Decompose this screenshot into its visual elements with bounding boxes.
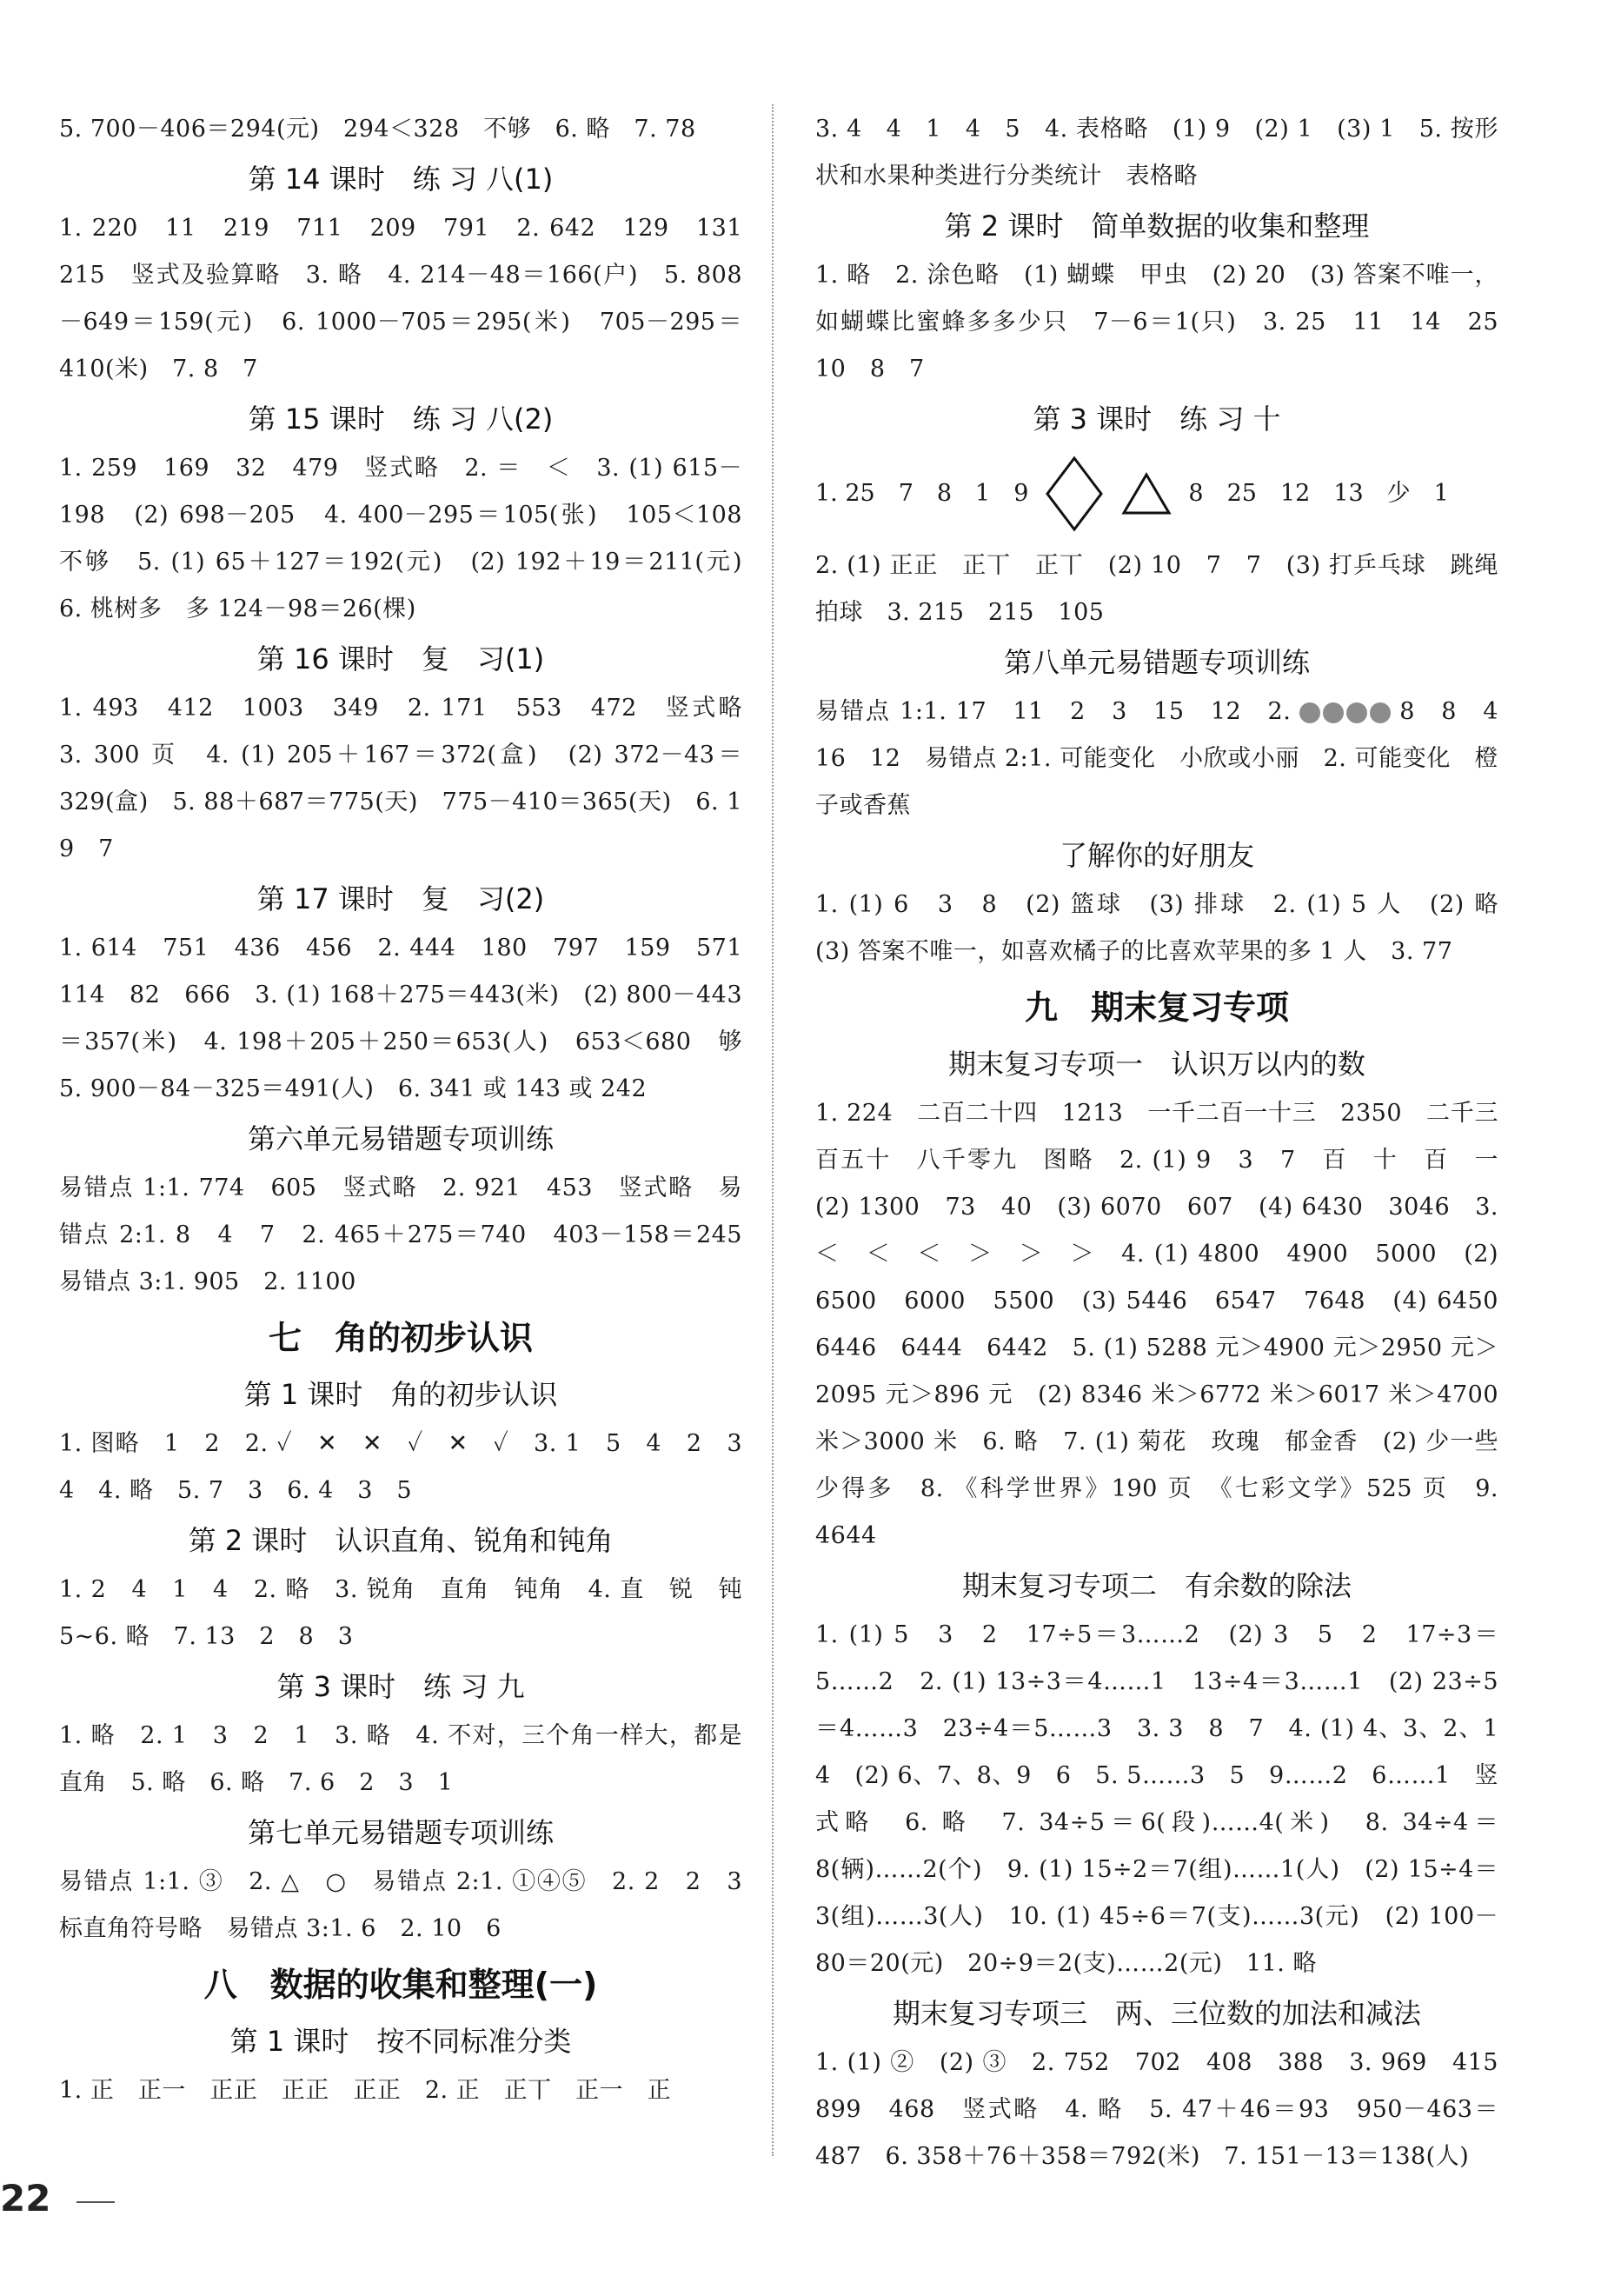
answer-block: 1. (1) 6 3 8 (2) 篮球 (3) 排球 2. (1) 5 人 (2) 略 (3) 答案不唯一，如喜欢橘子的比喜欢苹果的多 1 人 3. 77: [815, 891, 1523, 965]
lesson-heading: 第 2 课时 认识直角、锐角和钝角: [188, 1524, 614, 1557]
lesson-heading: 第 2 课时 简单数据的收集和整理: [944, 210, 1370, 243]
answer-text: 8 25 12 13 少 1: [1188, 480, 1449, 507]
gray-dot-group: [1299, 702, 1391, 723]
answer-block: 1. 正 正一 正正 正正 正正 2. 正 正丅 正一 正: [59, 2077, 672, 2104]
chapter-heading: 七 角的初步认识: [268, 1319, 533, 1357]
gray-dot-icon: [1370, 702, 1391, 723]
answer-block: 5. 700－406＝294(元) 294＜328 不够 6. 略 7. 78: [59, 116, 696, 143]
answer-block: 1. 略 2. 1 3 2 1 3. 略 4. 不对，三个角一样大，都是直角 5. 略 6. 略 7. 6 2 3 1: [59, 1722, 742, 1796]
review-heading: 期末复习专项一 认识万以内的数: [947, 1048, 1365, 1081]
gray-dot-icon: [1346, 702, 1367, 723]
answer-block: 1. 2 4 1 4 2. 略 3. 锐角 直角 钝角 4. 直 锐 钝 5~6. 略 7. 13 2 8 3: [59, 1576, 767, 1650]
gray-dot-icon: [1323, 702, 1344, 723]
right-column: [815, 106, 1523, 2180]
lesson-heading: 第 1 课时 角的初步认识: [243, 1378, 558, 1411]
left-column: [59, 106, 767, 2114]
lesson-heading: 了解你的好朋友: [1059, 839, 1254, 872]
answer-block: 3. 4 4 1 4 5 4. 表格略 (1) 9 (2) 1 (3) 1 5. 按形状和水果种类进行分类统计 表格略: [815, 116, 1498, 190]
answer-block: 1. 259 169 32 479 竖式略 2. ＝ ＜ 3. (1) 615－198 (2) 698－205 4. 400－295＝105(张) 105＜108 不够 5. (1) 65＋127＝192(元) (2) 192＋19＝211(元) 6. 桃树多 多 124－98＝26(棵): [59, 455, 767, 622]
chapter-heading: 九 期末复习专项: [1024, 988, 1289, 1027]
answer-text: 1. 25 7 8 1 9: [815, 480, 1029, 507]
answer-block: 易错点 1:1. ③ 2. △ ○ 易错点 2:1. ①④⑤ 2. 2 2 3 标直角符号略 易错点 3:1. 6 2. 10 6: [59, 1868, 767, 1942]
answer-block: 1. 略 2. 涂色略 (1) 蝴蝶 甲虫 (2) 20 (3) 答案不唯一，如蝴蝶比蜜蜂多多少只 7－6＝1(只) 3. 25 11 14 25 10 8 7: [815, 262, 1523, 383]
answer-block: 1. (1) ② (2) ③ 2. 752 702 408 388 3. 969 415 899 468 竖式略 4. 略 5. 47＋46＝93 950－463＝487 6. 358＋76＋358＝792(米) 7. 151－13＝138(人): [815, 2049, 1523, 2170]
lesson-heading: 第 1 课时 按不同标准分类: [229, 2025, 572, 2058]
shape-answer-row: [815, 445, 1498, 542]
lesson-heading: 第 3 课时 练 习 十: [1033, 403, 1281, 436]
gray-dot-icon: [1299, 702, 1320, 723]
lesson-heading: 第 16 课时 复 习(1): [256, 642, 545, 675]
answer-block: 1. 224 二百二十四 1213 一千二百一十三 2350 二千三百五十 八千零九 图略 2. (1) 9 3 7 百 十 百 一 (2) 1300 73 40 (3) 6070 607 (4) 6430 3046 3. ＜ ＜ ＜ ＞ ＞ ＞ 4. (1) 4800 4900 5000 (2) 6500 6000 5500 (3) 5446 6547 7648 (4) 6450 6446 6444 6442 5. (1) 5288 元＞4900 元＞2950 元＞2095 元＞896 元 (2) 8346 米＞6772 米＞6017 米＞4700 米＞3000 米 6. 略 7. (1) 菊花 玫瑰 郁金香 (2) 少一些 少得多 8. 《科学世界》190 页 《七彩文学》525 页 9. 4644: [815, 1100, 1523, 1549]
lesson-heading: 第 17 课时 复 习(2): [256, 882, 545, 915]
answer-block: 1. 220 11 219 711 209 791 2. 642 129 131 215 竖式及验算略 3. 略 4. 214－48＝166(户) 5. 808－649＝159(元) 6. 1000－705＝295(米) 705－295＝410(米) 7. 8 7: [59, 215, 767, 383]
review-heading: 期末复习专项三 两、三位数的加法和减法: [892, 1997, 1421, 2030]
answer-block: 1. 614 751 436 456 2. 444 180 797 159 571 114 82 666 3. (1) 168＋275＝443(米) (2) 800－443＝357(米) 4. 198＋205＋250＝653(人) 653＜680 够 5. 900－84－325＝491(人) 6. 341 或 143 或 242: [59, 935, 767, 1102]
review-heading: 期末复习专项二 有余数的除法: [961, 1569, 1352, 1602]
answer-block: 易错点 1:1. 17 11 2 3 15 12 2. 8 8 4 16 12 易错点 2:1. 可能变化 小欣或小丽 2. 可能变化 橙子或香蕉: [815, 698, 1523, 819]
diamond-shape-icon: [1044, 455, 1105, 533]
answer-block: 易错点 1:1. 774 605 竖式略 2. 921 453 竖式略 易错点 2:1. 8 4 7 2. 465＋275＝740 403－158＝245 易错点 3:1. 905 2. 1100: [59, 1175, 767, 1295]
triangle-shape-icon: [1120, 471, 1173, 516]
answer-block: 1. 图略 1 2 2. ✓ ✕ ✕ ✓ ✕ ✓ 3. 1 5 4 2 3 4 4. 略 5. 7 3 6. 4 3 5: [59, 1430, 767, 1504]
answer-block: 2. (1) 正正 正丅 正丅 (2) 10 7 7 (3) 打乒乓球 跳绳 拍球 3. 215 215 105: [815, 552, 1523, 626]
lesson-heading: 第 3 课时 练 习 九: [276, 1670, 525, 1703]
page-number-rule: [76, 2201, 115, 2203]
chapter-heading: 八 数据的收集和整理(一): [203, 1966, 598, 2004]
answer-block: 1. 493 412 1003 349 2. 171 553 472 竖式略 3. 300 页 4. (1) 205＋167＝372(盒) (2) 372－43＝329(盒) 5. 88＋687＝775(天) 775－410＝365(天) 6. 1 9 7: [59, 695, 767, 862]
lesson-heading: 第 14 课时 练 习 八(1): [248, 163, 554, 196]
lesson-heading: 第 15 课时 练 习 八(2): [248, 403, 554, 436]
column-divider: [772, 104, 774, 2156]
unit-error-heading: 第七单元易错题专项训练: [247, 1816, 554, 1849]
answer-block: 1. (1) 5 3 2 17÷5＝3……2 (2) 3 5 2 17÷3＝5……2 2. (1) 13÷3＝4……1 13÷4＝3……1 (2) 23÷5＝4……3 23÷4＝5……3 3. 3 8 7 4. (1) 4、3、2、1 4 (2) 6、7、8、9 6 5. 5……3 5 9……2 6……1 竖式略 6. 略 7. 34÷5＝6(段)……4(米) 8. 34÷4＝8(辆)……2(个) 9. (1) 15÷2＝7(组)……1(人) (2) 15÷4＝3(组)……3(人) 10. (1) 45÷6＝7(支)……3(元) (2) 100－80＝20(元) 20÷9＝2(支)……2(元) 11. 略: [815, 1621, 1523, 1977]
unit-error-heading: 第八单元易错题专项训练: [1003, 646, 1310, 679]
unit-error-heading: 第六单元易错题专项训练: [247, 1122, 554, 1155]
page-number: 22: [0, 2177, 51, 2219]
